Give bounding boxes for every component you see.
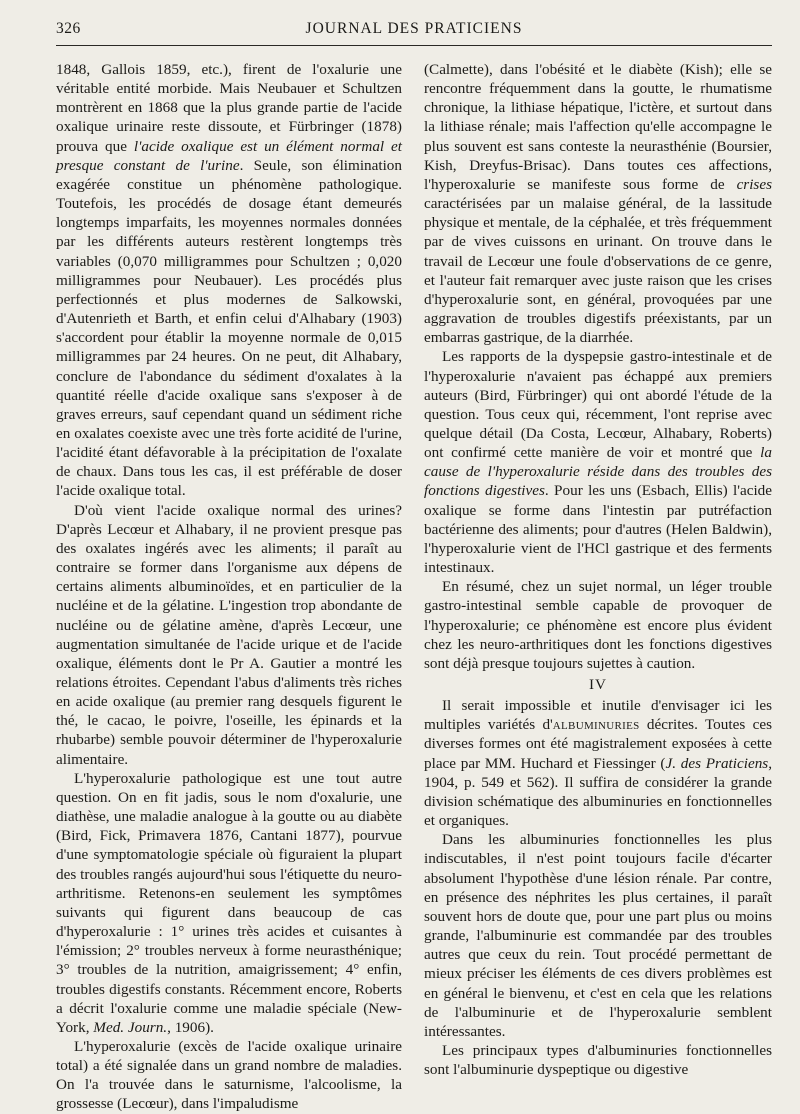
paragraph: (Calmette), dans l'obésité et le diabète (Kish); elle se rencontre fréquemment dans la goutte, le rhumatisme chronique, la lithiase hépatique, l'ictère, et surtout dans la lithiase rénale; mais l'affection qu'elle accompagne le plus souvent est sans conteste la neurasthénie (Boursier, Kish, Dreyfus-Brisac). Dans toutes ces affections, l'hyperoxalurie se manifeste sous forme de crises caractérisées par un malaise général, de la lassitude physique et mentale, de la céphalée, et très fréquemment par de vives cuissons en urinant. On trouve dans le travail de Lecœur une foule d'observations de ce genre, et l'auteur fait remarquer avec juste raison que les crises d'hyperoxalurie sont, en général, provoquées par une aggravation de troubles digestifs préexistants, par un embarras gastrique, de la diarrhée.	[424, 61, 772, 347]
page-header	[56, 20, 772, 44]
paragraph: Les rapports de la dyspepsie gastro-intestinale et de l'hyperoxalurie n'avaient pas échappé aux premiers auteurs (Bird, Fürbringer) qui ont abordé l'étude de la question. Tous ceux qui, récemment, l'ont reprise avec quelque détail (Da Costa, Lecœur, Alhabary, Roberts) ont confirmé cette manière de voir et montré que la cause de l'hyperoxalurie réside dans des troubles des fonctions digestives. Pour les uns (Esbach, Ellis) l'acide oxalique se forme dans l'intestin par putréfaction bactérienne des aliments; pour d'autres (Helen Baldwin), l'hyperoxalurie vient de l'HCl gastrique et des ferments intestinaux.	[424, 348, 772, 577]
paragraph: Dans les albuminuries fonctionnelles les plus indiscutables, il n'est point toujours facile d'écarter absolument l'hypothèse d'une lésion rénale. Par contre, en présence des néphrites les plus certaines, il paraît souvent hors de doute que, pour une part plus ou moins grande, l'albuminurie est commandée par des troubles autres que ceux du rein. Tout procédé permettant de mieux préciser les éléments de ces divers problèmes est en général le bienvenu, et c'est en cela que les relations de l'albuminurie et de l'hyperoxalurie semblent intéressantes.	[424, 831, 772, 1040]
emphasis: l'acide oxalique est un élément normal et presque constant de l'urine	[56, 137, 402, 174]
right-column	[424, 60, 772, 1079]
paragraph: L'hyperoxalurie pathologique est une tout autre question. On en fit jadis, sous le nom d'oxalurie, une diathèse, une maladie analogue à la goutte ou au diabète (Bird, Fick, Primavera 1876, Cantani 1877), pourvue d'une symptomatologie spéciale où figuraient la plupart des troubles rangés aujourd'hui sous l'étiquette du neuro-arthritisme. Retenons-en seulement les symptômes suivants qui figurent dans beaucoup de cas d'hyperoxalurie : 1° urines très acides et cuisantes à l'émission; 2° troubles nerveux à forme neurasthénique; 3° troubles de la nutrition, amaigrissement; 4° enfin, troubles digestifs constants. Récemment encore, Roberts a décrit l'oxalurie comme une maladie spéciale (New-York, Med. Journ., 1906).	[56, 769, 402, 1036]
section-heading: IV	[588, 676, 608, 693]
paragraph: Les principaux types d'albuminuries fonctionnelles sont l'albuminurie dyspeptique ou digestive	[424, 1041, 772, 1079]
paragraph: En résumé, chez un sujet normal, un léger trouble gastro-intestinal semble capable de provoquer de l'hyperoxalurie; ce phénomène est encore plus évident chez les neuro-arthritiques dont les fonctions digestives sont déjà presque toujours sujettes à caution.	[424, 578, 772, 672]
paragraph: L'hyperoxalurie (excès de l'acide oxalique urinaire total) a été signalée dans un grand nombre de maladies. On l'a trouvée dans le saturnisme, l'alcoolisme, la grossesse (Lecœur), dans l'impaludisme	[56, 1037, 402, 1113]
journal-title: JOURNAL DES PRATICIENS	[305, 20, 523, 37]
emphasis: Med. Journ.	[93, 1018, 168, 1036]
emphasis: crises	[736, 175, 772, 193]
paragraph: 1848, Gallois 1859, etc.), firent de l'oxalurie une véritable entité morbide. Mais Neubauer et Schultzen montrèrent en 1868 que la plus grande partie de l'acide oxalique urinaire reste dissoute, et Fürbringer (1878) prouva que l'acide oxalique est un élément normal et presque constant de l'urine. Seule, son élimination exagérée constitue un phénomène pathologique. Toutefois, les procédés de dosage étant demeurés longtemps imparfaits, les moyennes normales données par les différents auteurs restèrent longtemps très variables (0,070 milligrammes pour Schultzen ; 0,020 milligrammes pour Neubauer). Les procédés plus perfectionnés et plus modernes de Salkowski, d'Autenrieth et Barth, et enfin celui d'Alhabary (1903) s'accordent pour établir la moyenne normale de 0,015 milligrammes par 24 heures. On ne peut, dit Alhabary, conclure de l'abondance du sédiment d'oxalates à la quantité réelle d'acide oxalique sans s'exposer à de graves erreurs, sauf cependant quand un sédiment riche en oxalates coexiste avec une très forte acidité de l'urine, l'acidité étant défavorable à la précipitation de l'oxalate de chaux. Dans tous les cas, il est préférable de doser l'acide oxalique total.	[56, 61, 402, 500]
paragraph: Il serait impossible et inutile d'envisager ici les multiples variétés d'albuminuries décrites. Toutes ces diverses formes ont été magistralement exposées à cette place par MM. Huchard et Fiessinger (J. des Praticiens, 1904, p. 549 et 562). Il suffira de considérer la grande division schématique des albuminuries en fonctionnelles et organiques.	[424, 697, 772, 830]
emphasis: la cause de l'hyperoxalurie réside dans des troubles des fonctions digestives	[424, 444, 772, 500]
paragraph: D'où vient l'acide oxalique normal des urines? D'après Lecœur et Alhabary, il ne provient presque pas des oxalates ingérés avec les aliments; il paraît au contraire se former dans l'organisme aux dépens de certains aliments albuminoïdes, et en particulier de la nucléine et de la gélatine. L'ingestion trop abondante de nucléine ou de gélatine amène, d'après Lecœur, une augmentation simultanée de l'acide urique et de l'acide oxalique, éléments dont le Pr A. Gautier a montré les relations étroites. Cependant l'abus d'aliments très riches en acide oxalique (au premier rang desquels figurent le thé, le cacao, le poivre, l'oseille, les épinards et la rhubarbe) semble pouvoir déterminer de l'hyperoxalurie alimentaire.	[56, 501, 402, 768]
page-number: 326	[56, 20, 81, 37]
small-caps-term: albuminuries	[552, 716, 640, 734]
header-rule	[56, 45, 772, 46]
left-column	[56, 60, 402, 1114]
emphasis: J. des Praticiens	[665, 754, 769, 772]
